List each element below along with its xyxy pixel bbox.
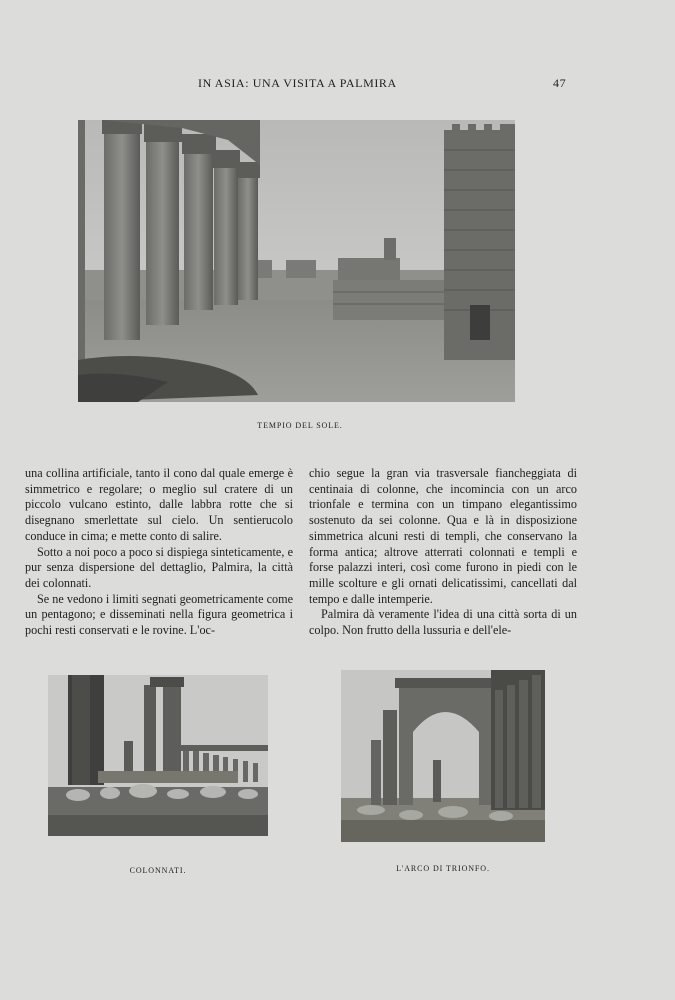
photo-colonnati <box>48 675 268 836</box>
paragraph: chio segue la gran via trasversale fiancheggiata di centinaia di colonne, che incomincia con un arco trionfale e termina con un timpano elegantissimo sostenuto da sei colonne. Qua e là in disposizione simmetrica alcuni resti di templi, che conservano la forma antica; altrove atterrati colonnati e templi e forse palazzi interi, così come furono in piedi con le mille scolture e gli ornati delicatissimi, cancellati dal tempo e dalle intemperie. <box>309 466 577 606</box>
photo-arco-di-trionfo <box>341 670 545 842</box>
caption-colonnati: COLONNATI. <box>129 866 187 875</box>
paragraph: Se ne vedono i limiti segnati geometricamente come un pentagono; e disseminati nella figura geometrica i pochi resti conservati e le rovine. L'oc- <box>25 591 293 638</box>
caption-arco-di-trionfo: L'ARCO DI TRIONFO. <box>396 864 490 873</box>
caption-tempio-del-sole: TEMPIO DEL SOLE. <box>257 421 343 430</box>
running-title: IN ASIA: UNA VISITA A PALMIRA <box>198 76 397 90</box>
paragraph: Sotto a noi poco a poco si dispiega sinteticamente, e pur senza dispersione del dettaglio, Palmira, la città dei colonnati. <box>25 544 293 590</box>
page-number: 47 <box>553 76 567 90</box>
text-column-right <box>309 466 577 639</box>
page-header <box>0 76 675 92</box>
photo-tempio-del-sole <box>78 120 515 402</box>
paragraph: una collina artificiale, tanto il cono dal quale emerge è simmetrico e regolare; o meglio sul cratere di un piccolo vulcano estinto, dalle labbra rotte che si disegnano smerlettate sul cielo. Un sentierucolo conduce in cima; e mette conto di salire. <box>25 466 293 543</box>
paragraph: Palmira dà veramente l'idea di una città sorta di un colpo. Non frutto della lussuria e dell'ele- <box>309 607 577 638</box>
text-column-left <box>25 466 293 639</box>
